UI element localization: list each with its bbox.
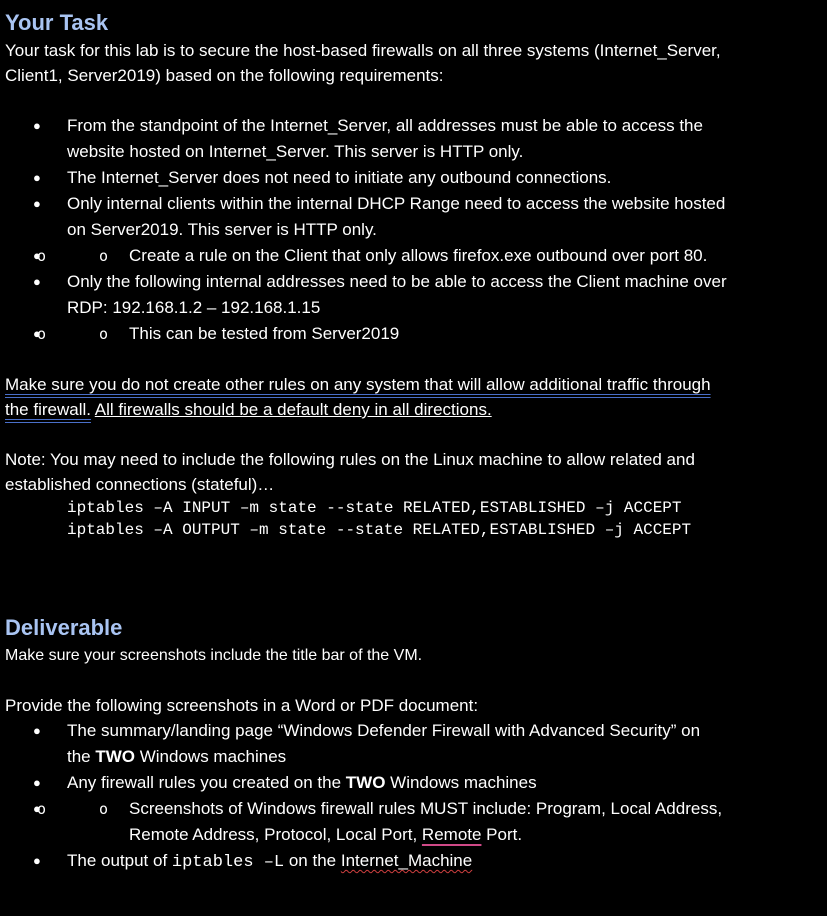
text-fragment: Windows machines [385,773,537,792]
marked-text: Remote [421,825,482,844]
requirements-list [5,113,820,347]
task-heading: Your Task [5,10,109,35]
deliverable-text [67,848,820,876]
warning-emphasis: All firewalls should be a default deny in all directions. [94,400,492,419]
deliverable-text [67,744,820,770]
note-line2: established connections (stateful)… [5,475,275,494]
hollow-bullet-icon: o ● o [99,247,109,265]
task-intro-line1: Your task for this lab is to secure the host-based firewalls on all three systems (Internet_Server, [5,41,721,60]
requirement-item [5,113,820,165]
code-line: iptables –A OUTPUT –m state --state RELATED,ESTABLISHED –j ACCEPT [67,521,692,539]
requirement-subitem-wrapper [5,243,820,269]
spacer [5,88,820,113]
sub-item [5,321,820,347]
deliverable-text: ● The summary/landing page “Windows Defender Firewall with Advanced Security” on [67,721,701,740]
requirement-text: ● The Internet_Server does not need to initiate any outbound connections. [67,168,612,187]
hollow-bullet-icon: o ● o [99,325,109,343]
spacer [5,668,820,693]
sub-list [5,321,820,347]
requirement-text: on Server2019. This server is HTTP only. [67,220,377,239]
deliverable-text [67,770,820,796]
text-fragment: on the [284,851,341,870]
warning-text: Make sure you do not create other rules on any system that will allow additional traffic through [5,375,711,394]
deliverable-subitem-wrapper [5,796,820,848]
sub-item [5,796,820,848]
warning-text: the firewall. [5,400,91,419]
document-page [5,8,820,876]
requirement-item [5,165,820,191]
note-line1: Note: You may need to include the following rules on the Linux machine to allow related and [5,450,695,469]
text-fragment: Port. [481,825,523,844]
sub-item-text [129,822,820,848]
requirement-text: ● From the standpoint of the Internet_Server, all addresses must be able to access the [67,116,703,135]
text-fragment: The output of [67,851,172,870]
deliverable-heading: Deliverable [5,615,123,640]
task-intro-line2: Client1, Server2019) based on the following requirements: [5,66,444,85]
hollow-bullet-icon: o ● o [99,800,109,818]
provide-line: Provide the following screenshots in a Word or PDF document: [5,696,479,715]
sub-item [5,243,820,269]
requirement-text: ● Only internal clients within the internal DHCP Range need to access the website hosted [67,194,726,213]
deliverables-list [5,718,820,876]
text-fragment: Windows machines [135,747,287,766]
spacer [5,422,820,447]
requirement-text: RDP: 192.168.1.2 – 192.168.1.15 [67,298,321,317]
requirement-item [5,269,820,321]
requirement-text: ● Only the following internal addresses need to be able to access the Client machine over [67,272,727,291]
sub-item-text: Screenshots of Windows firewall rules MUST include: Program, Local Address, [129,799,723,818]
deliverable-item [5,718,820,770]
text-fragment: Any firewall rules you created on the [67,773,346,792]
spacer [5,541,820,613]
inline-code: iptables –L [171,853,285,872]
requirement-item [5,191,820,243]
deliverable-item [5,848,820,876]
text-fragment: the [67,747,96,766]
sub-item-text: Create a rule on the Client that only allows firefox.exe outbound over port 80. [129,246,708,265]
deliverable-item [5,770,820,796]
sub-list [5,243,820,269]
text-fragment: Remote Address, Protocol, Local Port, [129,825,422,844]
spacer [5,347,820,372]
bold-text: TWO [95,747,136,766]
sub-list [5,796,820,848]
sub-item-text: This can be tested from Server2019 [129,324,400,343]
marked-text: Internet_Machine [340,851,473,870]
requirement-text: website hosted on Internet_Server. This server is HTTP only. [67,142,524,161]
code-line: iptables –A INPUT –m state --state RELATED,ESTABLISHED –j ACCEPT [67,499,682,517]
warning-paragraph [5,372,820,422]
requirement-subitem-wrapper [5,321,820,347]
screenshot-note: Make sure your screenshots include the title bar of the VM. [5,647,423,664]
bold-text: TWO [345,773,386,792]
